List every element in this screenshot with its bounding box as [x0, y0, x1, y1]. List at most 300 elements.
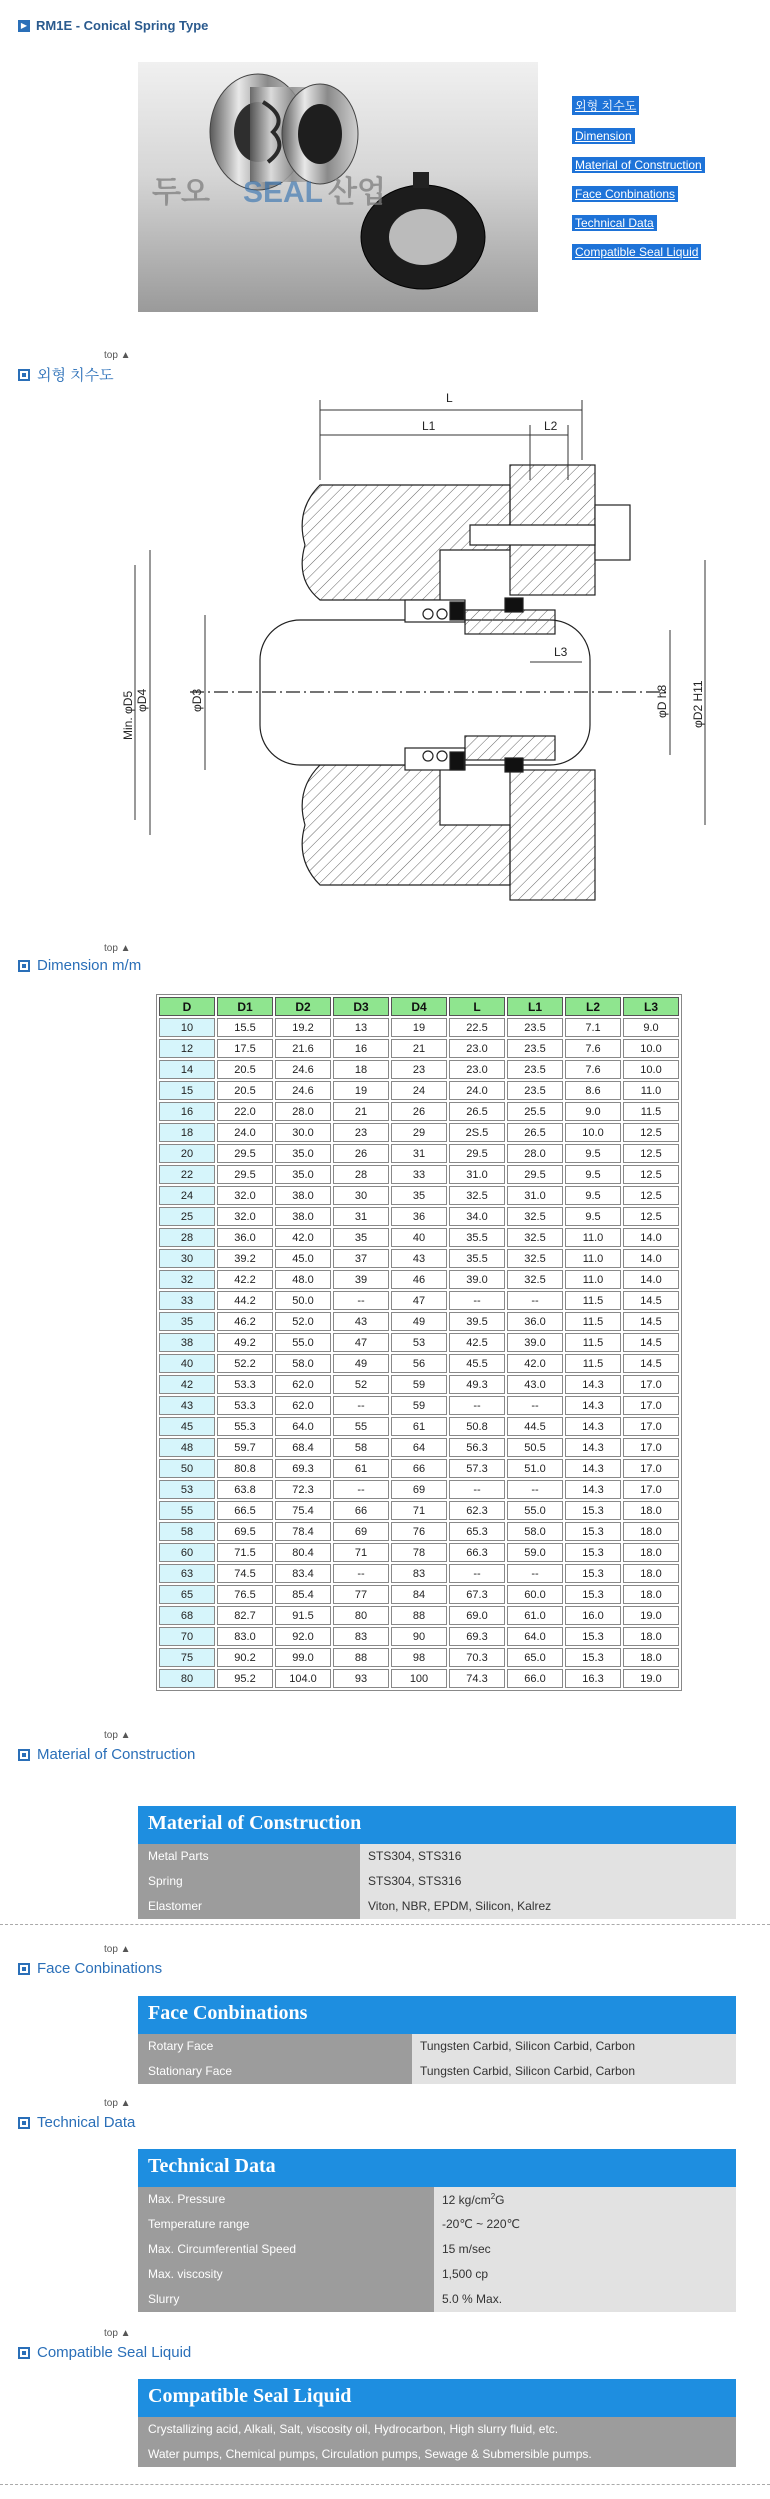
table-cell: 67.3: [449, 1585, 505, 1604]
table-cell: 90: [391, 1627, 447, 1646]
table-cell: 43: [159, 1396, 215, 1415]
table-cell: 83.4: [275, 1564, 331, 1583]
table-cell: 77: [333, 1585, 389, 1604]
table-cell: 78.4: [275, 1522, 331, 1541]
table-cell: 80: [333, 1606, 389, 1625]
table-cell: 18.0: [623, 1522, 679, 1541]
table-cell: 9.5: [565, 1186, 621, 1205]
table-cell: --: [333, 1396, 389, 1415]
table-cell: 35.5: [449, 1249, 505, 1268]
table-cell: 68: [159, 1606, 215, 1625]
label-D: φD h8: [655, 684, 669, 718]
table-cell: 32.0: [217, 1207, 273, 1226]
table-cell: 12.5: [623, 1186, 679, 1205]
table-cell: 98: [391, 1648, 447, 1667]
table-row: [159, 1585, 679, 1604]
table-cell: 14.3: [565, 1375, 621, 1394]
table-cell: 60.0: [507, 1585, 563, 1604]
face-title: Face Conbinations: [138, 1996, 736, 2034]
technical-box: [138, 2149, 736, 2312]
table-cell: 80.4: [275, 1543, 331, 1562]
table-cell: 11.5: [565, 1333, 621, 1352]
square-bullet-icon: [18, 2347, 30, 2359]
table-cell: 100: [391, 1669, 447, 1688]
top-link[interactable]: top ▲: [104, 943, 131, 954]
dimension-table: [156, 994, 682, 1691]
section-drawing: 외형 치수도: [18, 364, 114, 385]
table-row: [159, 1375, 679, 1394]
table-cell: 92.0: [275, 1627, 331, 1646]
table-cell: 64.0: [507, 1627, 563, 1646]
table-cell: 39.5: [449, 1312, 505, 1331]
table-row: [159, 1186, 679, 1205]
table-cell: 9.0: [565, 1102, 621, 1121]
table-cell: 15.3: [565, 1543, 621, 1562]
table-cell: 90.2: [217, 1648, 273, 1667]
table-cell: 62.3: [449, 1501, 505, 1520]
technical-row: Max. viscosity 1,500 cp: [138, 2262, 736, 2287]
column-header: D4: [391, 997, 447, 1016]
table-cell: 23.5: [507, 1060, 563, 1079]
liquid-line: Crystallizing acid, Alkali, Salt, viscosity oil, Hydrocarbon, High slurry fluid, etc.: [138, 2417, 736, 2442]
table-cell: 19: [391, 1018, 447, 1037]
table-cell: 18.0: [623, 1564, 679, 1583]
table-cell: 36.0: [217, 1228, 273, 1247]
watermark-word2: SEAL: [243, 176, 324, 209]
table-cell: 14.5: [623, 1312, 679, 1331]
table-cell: 39.2: [217, 1249, 273, 1268]
table-cell: 26.5: [449, 1102, 505, 1121]
table-cell: 69: [333, 1522, 389, 1541]
table-cell: 17.0: [623, 1417, 679, 1436]
table-cell: --: [449, 1480, 505, 1499]
table-cell: 42.2: [217, 1270, 273, 1289]
table-cell: 74.5: [217, 1564, 273, 1583]
table-cell: 76: [391, 1522, 447, 1541]
table-cell: 62.0: [275, 1396, 331, 1415]
label-D3: φD3: [190, 688, 204, 712]
table-cell: 29.5: [507, 1165, 563, 1184]
table-cell: 32.5: [449, 1186, 505, 1205]
table-row: [159, 1249, 679, 1268]
table-row: [159, 1669, 679, 1688]
top-link[interactable]: top ▲: [104, 2098, 131, 2109]
table-row: [159, 1438, 679, 1457]
table-cell: 53.3: [217, 1375, 273, 1394]
table-cell: 69.5: [217, 1522, 273, 1541]
table-cell: 14.0: [623, 1249, 679, 1268]
table-cell: 23: [391, 1060, 447, 1079]
table-cell: 12.5: [623, 1144, 679, 1163]
table-cell: 65: [159, 1585, 215, 1604]
table-cell: 51.0: [507, 1459, 563, 1478]
table-cell: 83.0: [217, 1627, 273, 1646]
divider: [0, 2484, 770, 2485]
table-cell: 15.3: [565, 1585, 621, 1604]
table-cell: 24: [391, 1081, 447, 1100]
table-cell: 55.0: [507, 1501, 563, 1520]
link-technical[interactable]: Technical Data: [572, 215, 657, 231]
table-cell: 71: [391, 1501, 447, 1520]
table-cell: 17.5: [217, 1039, 273, 1058]
table-cell: 69.3: [275, 1459, 331, 1478]
table-cell: 66: [333, 1501, 389, 1520]
top-link[interactable]: top ▲: [104, 2328, 131, 2339]
link-liquid[interactable]: Compatible Seal Liquid: [572, 244, 701, 260]
dimension-drawing: [110, 380, 760, 920]
table-cell: --: [333, 1291, 389, 1310]
table-cell: 37: [333, 1249, 389, 1268]
table-cell: 66.3: [449, 1543, 505, 1562]
table-cell: 72.3: [275, 1480, 331, 1499]
table-cell: 24.6: [275, 1060, 331, 1079]
table-cell: 66: [391, 1459, 447, 1478]
table-cell: 13: [333, 1018, 389, 1037]
table-cell: 50.0: [275, 1291, 331, 1310]
table-cell: 16: [159, 1102, 215, 1121]
table-cell: 24.0: [449, 1081, 505, 1100]
table-cell: 17.0: [623, 1459, 679, 1478]
table-cell: 78: [391, 1543, 447, 1562]
table-cell: 31.0: [507, 1186, 563, 1205]
table-cell: 83: [391, 1564, 447, 1583]
table-cell: 12: [159, 1039, 215, 1058]
table-cell: 7.1: [565, 1018, 621, 1037]
table-cell: 75: [159, 1648, 215, 1667]
table-cell: 43: [391, 1249, 447, 1268]
table-cell: 80.8: [217, 1459, 273, 1478]
section-material: Material of Construction: [18, 1746, 195, 1763]
table-cell: 26: [391, 1102, 447, 1121]
table-cell: 18: [333, 1060, 389, 1079]
table-cell: 17.0: [623, 1396, 679, 1415]
table-cell: 11.5: [565, 1354, 621, 1373]
table-cell: 10.0: [565, 1123, 621, 1142]
table-cell: 55: [333, 1417, 389, 1436]
table-cell: 14.5: [623, 1333, 679, 1352]
table-row: [159, 1123, 679, 1142]
table-row: [159, 1459, 679, 1478]
technical-row: Slurry 5.0 % Max.: [138, 2287, 736, 2312]
table-cell: 11.0: [565, 1249, 621, 1268]
table-cell: 45: [159, 1417, 215, 1436]
table-cell: 36.0: [507, 1312, 563, 1331]
label-D5: Min. φD5: [121, 690, 135, 740]
table-cell: 12.5: [623, 1123, 679, 1142]
table-row: [159, 1354, 679, 1373]
table-row: [159, 1270, 679, 1289]
table-cell: 19.2: [275, 1018, 331, 1037]
column-header: D1: [217, 997, 273, 1016]
table-cell: --: [507, 1396, 563, 1415]
table-cell: 18: [159, 1123, 215, 1142]
table-row: [159, 1060, 679, 1079]
section-dimension: Dimension m/m: [18, 957, 141, 974]
table-cell: 33: [391, 1165, 447, 1184]
table-cell: --: [449, 1291, 505, 1310]
table-cell: 61: [333, 1459, 389, 1478]
table-cell: 66.5: [217, 1501, 273, 1520]
link-material[interactable]: Material of Construction: [572, 157, 705, 173]
table-cell: 31: [391, 1144, 447, 1163]
table-cell: 11.5: [565, 1291, 621, 1310]
table-cell: 32.0: [217, 1186, 273, 1205]
table-cell: 10.0: [623, 1039, 679, 1058]
table-row: [159, 1081, 679, 1100]
table-cell: 70: [159, 1627, 215, 1646]
table-row: [159, 1648, 679, 1667]
table-cell: 10.0: [623, 1060, 679, 1079]
table-cell: 30: [159, 1249, 215, 1268]
table-cell: 29.5: [217, 1144, 273, 1163]
link-face[interactable]: Face Conbinations: [572, 186, 678, 202]
table-cell: 12.5: [623, 1207, 679, 1226]
table-cell: 28: [159, 1228, 215, 1247]
square-bullet-icon: [18, 960, 30, 972]
table-cell: 93: [333, 1669, 389, 1688]
table-cell: 19.0: [623, 1606, 679, 1625]
link-dimension[interactable]: Dimension: [572, 128, 635, 144]
table-cell: 11.0: [565, 1228, 621, 1247]
table-cell: 69.0: [449, 1606, 505, 1625]
table-cell: 22.5: [449, 1018, 505, 1037]
column-header: L: [449, 997, 505, 1016]
table-cell: 28: [333, 1165, 389, 1184]
table-cell: 49: [391, 1312, 447, 1331]
table-cell: 61.0: [507, 1606, 563, 1625]
square-bullet-icon: [18, 369, 30, 381]
top-link[interactable]: top ▲: [104, 350, 131, 361]
table-cell: 46: [391, 1270, 447, 1289]
table-cell: 55.0: [275, 1333, 331, 1352]
table-cell: 29: [391, 1123, 447, 1142]
table-cell: 53: [391, 1333, 447, 1352]
column-header: D3: [333, 997, 389, 1016]
table-cell: 30: [333, 1186, 389, 1205]
table-cell: 82.7: [217, 1606, 273, 1625]
table-cell: 58: [159, 1522, 215, 1541]
table-cell: 52: [333, 1375, 389, 1394]
table-cell: 53: [159, 1480, 215, 1499]
table-cell: 7.6: [565, 1060, 621, 1079]
table-cell: 15: [159, 1081, 215, 1100]
column-header: D2: [275, 997, 331, 1016]
table-cell: 45.0: [275, 1249, 331, 1268]
table-cell: 58.0: [507, 1522, 563, 1541]
table-cell: --: [507, 1564, 563, 1583]
table-cell: 22.0: [217, 1102, 273, 1121]
watermark-word1: 두오: [152, 176, 210, 209]
material-title: Material of Construction: [138, 1806, 736, 1844]
table-cell: 15.3: [565, 1627, 621, 1646]
table-row: [159, 1291, 679, 1310]
table-cell: 16.3: [565, 1669, 621, 1688]
table-cell: 48: [159, 1438, 215, 1457]
table-cell: 21: [391, 1039, 447, 1058]
table-cell: 35.0: [275, 1144, 331, 1163]
table-cell: 28.0: [507, 1144, 563, 1163]
table-cell: 58.0: [275, 1354, 331, 1373]
link-drawing[interactable]: 외형 치수도: [572, 96, 639, 115]
table-row: [159, 1501, 679, 1520]
table-cell: 20.5: [217, 1060, 273, 1079]
watermark-word3: 산업: [328, 176, 386, 209]
table-cell: 50.8: [449, 1417, 505, 1436]
table-cell: 25.5: [507, 1102, 563, 1121]
label-D4: φD4: [135, 688, 149, 712]
column-header: L3: [623, 997, 679, 1016]
table-row: [159, 1606, 679, 1625]
product-photo: [138, 62, 538, 312]
table-cell: 95.2: [217, 1669, 273, 1688]
table-cell: 55: [159, 1501, 215, 1520]
table-cell: 17.0: [623, 1480, 679, 1499]
table-cell: 35: [159, 1312, 215, 1331]
table-cell: 58: [333, 1438, 389, 1457]
table-cell: 31.0: [449, 1165, 505, 1184]
table-row: [159, 1102, 679, 1121]
table-cell: 99.0: [275, 1648, 331, 1667]
table-cell: 14.3: [565, 1438, 621, 1457]
table-cell: 9.0: [623, 1018, 679, 1037]
table-cell: 14.5: [623, 1291, 679, 1310]
table-cell: 26.5: [507, 1123, 563, 1142]
table-cell: 11.0: [623, 1081, 679, 1100]
table-cell: 76.5: [217, 1585, 273, 1604]
table-cell: 45.5: [449, 1354, 505, 1373]
table-cell: 56.3: [449, 1438, 505, 1457]
page-title: [18, 18, 208, 33]
technical-row: Max. Pressure 12 $kg/cm^2G$: [138, 2187, 736, 2212]
table-cell: 22: [159, 1165, 215, 1184]
table-cell: 14.3: [565, 1417, 621, 1436]
table-cell: 23.5: [507, 1018, 563, 1037]
table-cell: 88: [333, 1648, 389, 1667]
label-D2: φD2 H11: [691, 680, 705, 728]
table-cell: 70.3: [449, 1648, 505, 1667]
table-row: [159, 1144, 679, 1163]
table-cell: 42.0: [275, 1228, 331, 1247]
table-cell: 16.0: [565, 1606, 621, 1625]
table-cell: 29.5: [217, 1165, 273, 1184]
table-cell: 59: [391, 1396, 447, 1415]
top-link[interactable]: top ▲: [104, 1944, 131, 1955]
table-cell: 52.2: [217, 1354, 273, 1373]
column-header: L1: [507, 997, 563, 1016]
table-cell: --: [507, 1480, 563, 1499]
table-cell: 38.0: [275, 1186, 331, 1205]
table-cell: --: [333, 1564, 389, 1583]
table-cell: 12.5: [623, 1165, 679, 1184]
table-cell: 19.0: [623, 1669, 679, 1688]
table-row: [159, 1312, 679, 1331]
table-cell: 42.5: [449, 1333, 505, 1352]
table-cell: 19: [333, 1081, 389, 1100]
table-cell: 46.2: [217, 1312, 273, 1331]
table-cell: 20.5: [217, 1081, 273, 1100]
divider: [0, 1924, 770, 1925]
square-bullet-icon: [18, 1963, 30, 1975]
label-L2: L2: [544, 419, 558, 433]
table-cell: 14.3: [565, 1480, 621, 1499]
table-cell: 33: [159, 1291, 215, 1310]
table-cell: 18.0: [623, 1648, 679, 1667]
table-cell: 15.3: [565, 1564, 621, 1583]
table-cell: 17.0: [623, 1438, 679, 1457]
liquid-title: Compatible Seal Liquid: [138, 2379, 736, 2417]
table-cell: --: [449, 1564, 505, 1583]
table-cell: 59.0: [507, 1543, 563, 1562]
table-row: [159, 1228, 679, 1247]
table-cell: 24.6: [275, 1081, 331, 1100]
table-cell: 9.5: [565, 1165, 621, 1184]
table-cell: 40: [159, 1354, 215, 1373]
top-link[interactable]: top ▲: [104, 1730, 131, 1741]
table-cell: 9.5: [565, 1144, 621, 1163]
table-cell: 8.6: [565, 1081, 621, 1100]
technical-row: Temperature range -20℃ ~ 220℃: [138, 2212, 736, 2237]
liquid-line: Water pumps, Chemical pumps, Circulation pumps, Sewage & Submersible pumps.: [138, 2442, 736, 2467]
table-cell: 14.3: [565, 1396, 621, 1415]
table-cell: 55.3: [217, 1417, 273, 1436]
table-cell: 39.0: [507, 1333, 563, 1352]
table-cell: 23.0: [449, 1039, 505, 1058]
label-L3: L3: [554, 645, 568, 659]
table-cell: 14: [159, 1060, 215, 1079]
table-row: [159, 1396, 679, 1415]
table-cell: 35.0: [275, 1165, 331, 1184]
table-cell: 57.3: [449, 1459, 505, 1478]
liquid-box: [138, 2379, 736, 2467]
table-cell: 14.0: [623, 1270, 679, 1289]
table-row: [159, 1333, 679, 1352]
table-cell: --: [333, 1480, 389, 1499]
table-cell: 39.0: [449, 1270, 505, 1289]
table-cell: --: [449, 1396, 505, 1415]
table-cell: 25: [159, 1207, 215, 1226]
table-cell: 66.0: [507, 1669, 563, 1688]
table-cell: 42.0: [507, 1354, 563, 1373]
section-liquid: Compatible Seal Liquid: [18, 2344, 191, 2361]
material-row: Spring STS304, STS316: [138, 1869, 736, 1894]
table-cell: 29.5: [449, 1144, 505, 1163]
table-cell: 32: [159, 1270, 215, 1289]
table-cell: 16: [333, 1039, 389, 1058]
table-cell: 23.0: [449, 1060, 505, 1079]
table-cell: 7.6: [565, 1039, 621, 1058]
table-cell: 43: [333, 1312, 389, 1331]
table-cell: 35.5: [449, 1228, 505, 1247]
table-cell: 63: [159, 1564, 215, 1583]
material-box: [138, 1806, 736, 1919]
table-row: [159, 1207, 679, 1226]
table-cell: 44.2: [217, 1291, 273, 1310]
table-cell: 59.7: [217, 1438, 273, 1457]
section-technical: Technical Data: [18, 2114, 135, 2131]
table-row: [159, 1018, 679, 1037]
table-cell: 21: [333, 1102, 389, 1121]
table-cell: 39: [333, 1270, 389, 1289]
table-cell: 71.5: [217, 1543, 273, 1562]
table-cell: 85.4: [275, 1585, 331, 1604]
label-L: L: [446, 391, 453, 405]
table-cell: 47: [391, 1291, 447, 1310]
table-cell: 11.0: [565, 1270, 621, 1289]
table-cell: 38: [159, 1333, 215, 1352]
table-cell: 64: [391, 1438, 447, 1457]
face-row: Rotary Face Tungsten Carbid, Silicon Carbid, Carbon: [138, 2034, 736, 2059]
table-cell: 48.0: [275, 1270, 331, 1289]
